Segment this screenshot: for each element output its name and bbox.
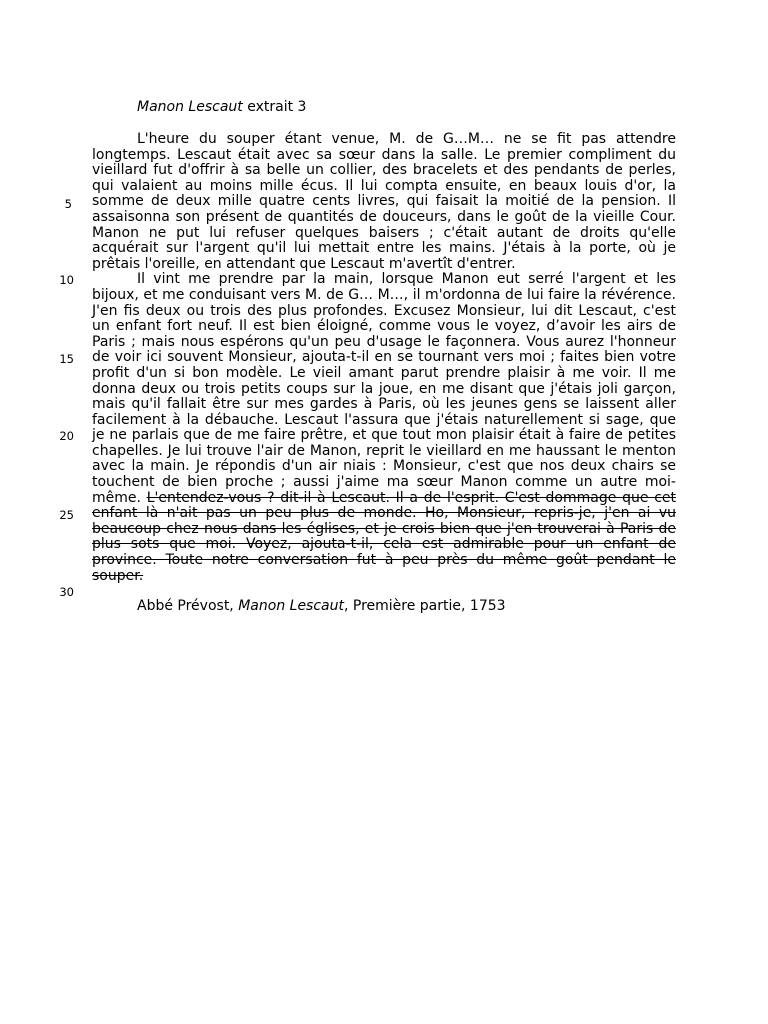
struck-through-passage: L'entendez-vous ? dit-il à Lescaut. Il a de l'esprit. C'est dommage que cet enfant là n'ait pas un peu plus de monde. Ho, Monsieur, repris-je, j'en ai vu beaucoup chez nous dans les églises, et je crois bien que j'en trouverai à Paris de plus sots que moi. Voyez, ajouta-t-il, cela est admirable pour un enfant de province. Toute notre conversation fut à peu près du même goût pendant le souper. [92,489,676,584]
paragraph-1: L'heure du souper étant venue, M. de G…M… ne se fit pas attendre longtemps. Lescaut était avec sa sœur dans la salle. Le premier compliment du vieillard fut d'offrir à sa belle un collier, des bracelets et des pendants de perles, qui valaient au moins mille écus. Il lui compta ensuite, en beaux louis d'or, la somme de deux mille quatre cents livres, qui faisait la moitié de la pension. Il assaisonna son présent de quantités de douceurs, dans le goût de la vieille Cour. Manon ne put lui refuser quelques baisers ; c'était autant de droits qu'elle acquérait sur l'argent qu'il lui mettait entre les mains. J'étais à la porte, où je prêtais l'oreille, en attendant que Lescaut m'avertît d'entrer. [92,131,676,272]
source-work: Manon Lescaut [238,598,344,614]
paragraph-2 [92,272,676,584]
excerpt-body [92,132,676,584]
title-suffix: extrait 3 [242,99,307,115]
line-number-30: 30 [59,585,74,599]
source-rest: , Première partie, 1753 [343,598,506,614]
line-number-10: 10 [59,273,74,287]
source-author: Abbé Prévost, [137,598,239,614]
line-number-5: 5 [64,197,72,211]
line-number-25: 25 [59,508,74,522]
title-work: Manon Lescaut [137,99,243,115]
line-number-15: 15 [59,352,74,366]
line-number-20: 20 [59,429,74,443]
source-citation [137,598,506,614]
paragraph-2-text: Il vint me prendre par la main, lorsque Manon eut serré l'argent et les bijoux, et me conduisant vers M. de G… M…, il m'ordonna de lui faire la révérence. J'en fis deux ou trois des plus profondes. Excusez Monsieur, lui dit Lescaut, c'est un enfant fort neuf. Il est bien éloigné, comme vous le voyez, d’avoir les airs de Paris ; mais nous espérons qu'un peu d'usage le façonnera. Vous aurez l'honneur de voir ici souvent Monsieur, ajouta-t-il en se tournant vers moi ; faites bien votre profit d'un si bon modèle. Le vieil amant parut prendre plaisir à me voir. Il me donna deux ou trois petits coups sur la joue, en me disant que j'étais joli garçon, mais qu'il fallait être sur mes gardes à Paris, où les jeunes gens se laissent aller facilement à la débauche. Lescaut l'assura que j'étais naturellement si sage, que je ne parlais que de me faire prêtre, et que tout mon plaisir était à faire de petites chapelles. Je lui trouve l'air de Manon, reprit le vieillard en me haussant le menton avec la main. Je répondis d'un air niais : Monsieur, c'est que nos deux chairs se touchent de bien proche ; aussi j'aime ma sœur Manon comme un autre moi-même. [92,271,676,506]
document-title [137,99,306,115]
